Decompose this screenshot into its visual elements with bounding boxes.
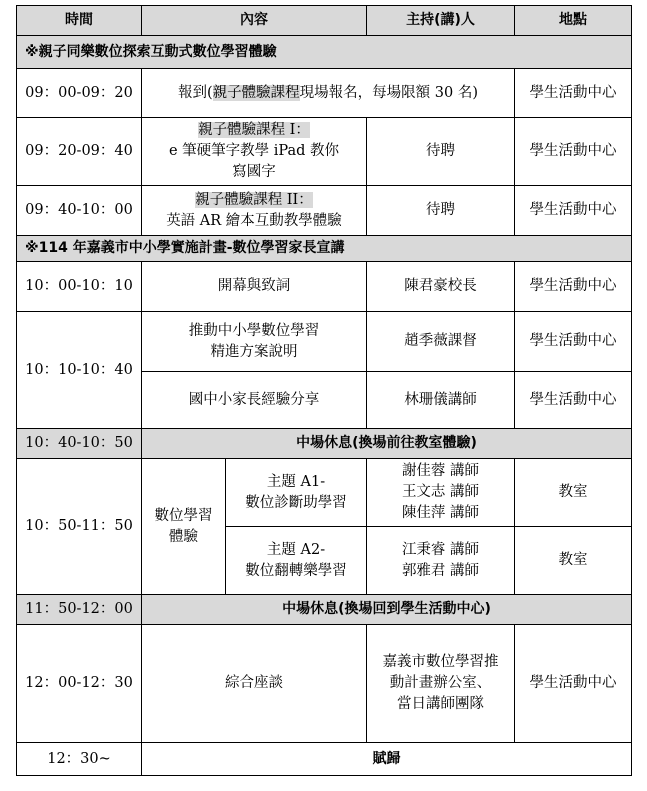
content-line: 寫國字 bbox=[232, 164, 276, 180]
header-place: 地點 bbox=[515, 6, 632, 36]
host-cell bbox=[367, 527, 515, 595]
content-cell bbox=[142, 118, 367, 186]
break-row bbox=[17, 429, 632, 459]
content-title: 親子體驗課程 I： bbox=[198, 122, 310, 138]
time-cell: 12：30~ bbox=[17, 743, 142, 776]
time-cell: 10：40-10：50 bbox=[17, 429, 142, 459]
content-line: 推動中小學數位學習 bbox=[188, 322, 320, 339]
content-cell bbox=[142, 186, 367, 236]
host-cell: 陳君豪校長 bbox=[367, 262, 515, 312]
content-cell: 賦歸 bbox=[142, 743, 632, 776]
section1-title: ※親子同樂數位探索互動式數位學習體驗 bbox=[17, 36, 632, 69]
content-line: e 筆硬筆字教學 iPad 教你 bbox=[168, 143, 340, 159]
place-cell: 學生活動中心 bbox=[515, 372, 632, 429]
content-prefix: 報到( bbox=[178, 84, 213, 101]
content-cell: 國中小家長經驗分享 bbox=[142, 372, 367, 429]
schedule-table bbox=[16, 5, 632, 776]
table-row bbox=[17, 312, 632, 372]
time-cell: 09：00-09：20 bbox=[17, 69, 142, 118]
break-content: 中場休息(換場前往教室體驗) bbox=[142, 429, 632, 459]
time-cell: 10：10-10：40 bbox=[17, 312, 142, 429]
host-cell: 待聘 bbox=[367, 118, 515, 186]
header-host: 主持(講)人 bbox=[367, 6, 515, 36]
place-cell: 教室 bbox=[515, 459, 632, 527]
host-line: 王文志 講師 bbox=[401, 484, 480, 500]
host-cell: 趙季薇課督 bbox=[367, 312, 515, 372]
time-cell: 10：50-11：50 bbox=[17, 459, 142, 595]
section-title-row bbox=[17, 36, 632, 69]
content-cell: 綜合座談 bbox=[142, 625, 367, 743]
content-line: 英語 AR 繪本互動教學體驗 bbox=[166, 212, 342, 229]
host-cell bbox=[367, 459, 515, 527]
host-line: 嘉義市數位學習推 bbox=[382, 654, 499, 670]
section2-title: ※114 年嘉義市中小學實施計畫-數位學習家長宣講 bbox=[17, 236, 632, 262]
time-cell: 10：00-10：10 bbox=[17, 262, 142, 312]
group-line: 體驗 bbox=[169, 528, 198, 545]
host-cell: 林珊儀講師 bbox=[367, 372, 515, 429]
place-cell: 學生活動中心 bbox=[515, 118, 632, 186]
content-title: 親子體驗課程 II： bbox=[195, 191, 313, 208]
table-row bbox=[17, 262, 632, 312]
host-line: 江秉睿 講師 bbox=[401, 541, 480, 558]
topic-a2-cell bbox=[226, 527, 367, 595]
place-cell: 學生活動中心 bbox=[515, 312, 632, 372]
content-line: 精進方案說明 bbox=[210, 343, 298, 360]
table-row bbox=[17, 186, 632, 236]
host-line: 動計畫辦公室、 bbox=[389, 675, 492, 691]
content-highlight: 親子體驗課程 bbox=[212, 84, 300, 101]
group-line: 數位學習 bbox=[154, 507, 213, 524]
place-cell: 學生活動中心 bbox=[515, 262, 632, 312]
header-row bbox=[17, 6, 632, 36]
table-row bbox=[17, 459, 632, 527]
content-suffix: 現場報名，每場限額 30 名) bbox=[299, 84, 478, 101]
time-cell: 09：40-10：00 bbox=[17, 186, 142, 236]
topic-line: 主題 A1- bbox=[266, 473, 326, 490]
place-cell: 學生活動中心 bbox=[515, 69, 632, 118]
host-cell: 待聘 bbox=[367, 186, 515, 236]
header-content: 內容 bbox=[142, 6, 367, 36]
time-cell: 11：50-12：00 bbox=[17, 595, 142, 625]
host-line: 陳佳萍 講師 bbox=[401, 505, 480, 521]
topic-a1-cell bbox=[226, 459, 367, 527]
host-line: 郭雅君 講師 bbox=[401, 562, 480, 579]
section-title-row bbox=[17, 236, 632, 262]
host-line: 謝佳蓉 講師 bbox=[401, 463, 480, 479]
table-row bbox=[17, 69, 632, 118]
time-cell: 09：20-09：40 bbox=[17, 118, 142, 186]
table-row bbox=[17, 743, 632, 776]
time-cell: 12：00-12：30 bbox=[17, 625, 142, 743]
place-cell: 教室 bbox=[515, 527, 632, 595]
topic-line: 數位診斷助學習 bbox=[245, 494, 347, 511]
header-time: 時間 bbox=[17, 6, 142, 36]
group-cell bbox=[142, 459, 226, 595]
topic-line: 數位翻轉樂學習 bbox=[245, 562, 347, 579]
table-row bbox=[17, 118, 632, 186]
content-cell: 開幕與致詞 bbox=[142, 262, 367, 312]
host-line: 當日講師團隊 bbox=[397, 696, 484, 712]
table-row bbox=[17, 625, 632, 743]
topic-line: 主題 A2- bbox=[266, 541, 326, 558]
content-cell bbox=[142, 69, 515, 118]
place-cell: 學生活動中心 bbox=[515, 186, 632, 236]
break-content: 中場休息(換場回到學生活動中心) bbox=[142, 595, 632, 625]
content-cell bbox=[142, 312, 367, 372]
host-cell bbox=[367, 625, 515, 743]
break-row bbox=[17, 595, 632, 625]
place-cell: 學生活動中心 bbox=[515, 625, 632, 743]
